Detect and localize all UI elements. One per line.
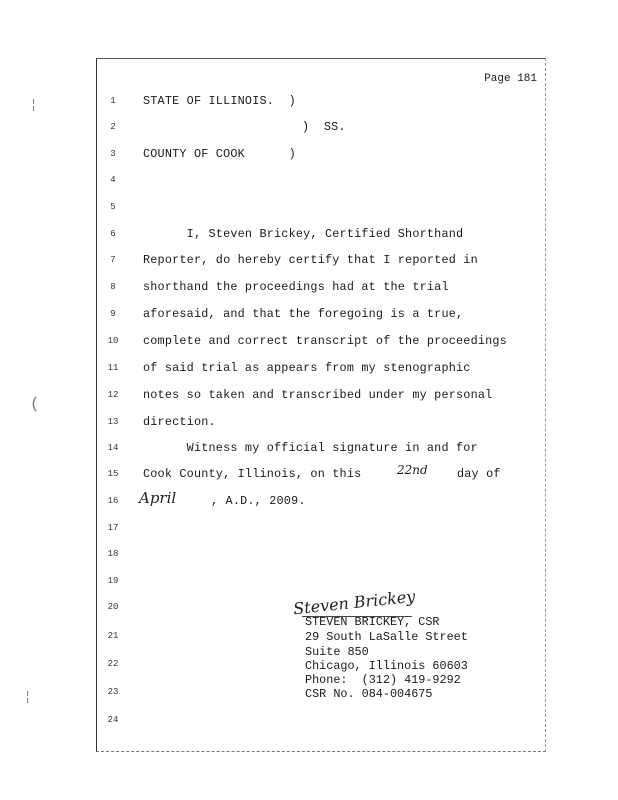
line-number: 22 — [107, 659, 119, 669]
line-number: 1 — [110, 96, 116, 106]
scan-mark: ╎ — [30, 99, 38, 113]
reporter-name: STEVEN BRICKEY, CSR — [305, 615, 440, 629]
line-number: 5 — [110, 202, 116, 212]
handwritten-month: April — [139, 489, 177, 507]
transcript-line: shorthand the proceedings had at the trial — [143, 280, 449, 294]
reporter-csr: CSR No. 084-004675 — [305, 687, 433, 701]
handwritten-day: 22nd — [397, 463, 428, 477]
page-number: Page 181 — [484, 73, 537, 85]
line-number: 6 — [110, 229, 116, 239]
scan-mark: ╎ — [24, 691, 32, 705]
transcript-line: day of — [457, 467, 501, 481]
line-number: 20 — [107, 602, 119, 612]
transcript-line: Witness my official signature in and for — [143, 441, 478, 455]
reporter-city: Chicago, Illinois 60603 — [305, 659, 468, 673]
transcript-line: of said trial as appears from my stenographic — [143, 361, 471, 375]
transcript-line: Reporter, do hereby certify that I reported in — [143, 253, 478, 267]
scan-mark: ( — [30, 395, 40, 413]
line-number: 21 — [107, 631, 119, 641]
line-number: 14 — [107, 443, 119, 453]
transcript-page — [96, 58, 546, 752]
transcript-line: aforesaid, and that the foregoing is a true, — [143, 307, 464, 321]
line-number: 16 — [107, 496, 119, 506]
caption-state: STATE OF ILLINOIS. ) — [143, 94, 296, 108]
line-number: 23 — [107, 687, 119, 697]
line-number: 12 — [107, 390, 119, 400]
transcript-line: Cook County, Illinois, on this — [143, 467, 362, 481]
line-number: 24 — [107, 715, 119, 725]
transcript-line: notes so taken and transcribed under my personal — [143, 388, 493, 402]
transcript-line: direction. — [143, 415, 216, 429]
transcript-line: , A.D., 2009. — [211, 494, 306, 508]
signature: Steven Brickey — [292, 586, 417, 619]
line-number: 13 — [107, 417, 119, 427]
reporter-address2: Suite 850 — [305, 645, 369, 659]
line-number: 10 — [107, 336, 119, 346]
caption-county: COUNTY OF COOK ) — [143, 147, 296, 161]
line-number: 9 — [110, 309, 116, 319]
line-number: 15 — [107, 469, 119, 479]
line-number: 3 — [110, 149, 116, 159]
caption-ss: ) SS. — [302, 120, 346, 134]
reporter-address1: 29 South LaSalle Street — [305, 630, 468, 644]
line-number: 11 — [107, 363, 119, 373]
reporter-phone: Phone: (312) 419-9292 — [305, 673, 461, 687]
line-number: 19 — [107, 576, 119, 586]
line-number: 8 — [110, 282, 116, 292]
line-number: 17 — [107, 523, 119, 533]
line-number: 4 — [110, 175, 116, 185]
line-number: 7 — [110, 255, 116, 265]
line-number: 2 — [110, 122, 116, 132]
line-number: 18 — [107, 549, 119, 559]
transcript-line: complete and correct transcript of the proceedings — [143, 334, 507, 348]
transcript-line: I, Steven Brickey, Certified Shorthand — [143, 227, 464, 241]
